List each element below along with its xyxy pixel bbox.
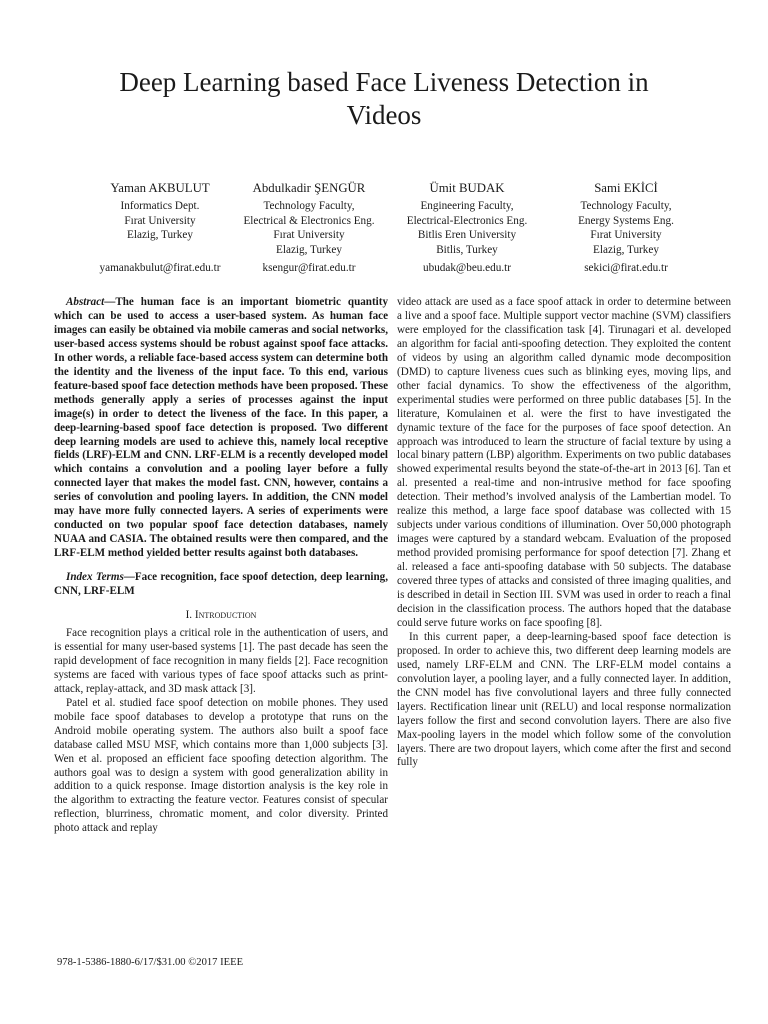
right-paragraph-1: video attack are used as a face spoof attack in order to determine between a live and a spoof face. Multiple support vector machine (SVM) classifiers were employed for the classification task [4]. Tirunagari et al. developed an algorithm for facial anti-spoofing detection. They exploited the content of videos by using an algorithm called dynamic mode decomposition (DMD) to capture liveness cues such as blinking eyes, moving lips, and other facial dynamics. To show the effectiveness of the algorithm, experimental studies were performed on three public databases [5]. In the literature, Komulainen et al. were the first to have investigated the dynamic texture of the face for the purposes of face spoof detection. An approach was introduced to learn the structure of facial texture by using a local binary pattern (LBP) algorithm. Experiments on two public databases showed experimental results beyond the state-of-the-art in 2013 [6]. Tan et al. presented a real-time and non-intrusive method for face spoofing detection. Their method’s involved analysis of the Lambertian model. To realize this method, a large face spoof database was collected with 15 subjects under various conditions of illumination. Over 50,000 photograph images were captured by a standard webcam. Evaluation of the proposed method provided promising performance for spoof detection [7]. Zhang et al. released a face anti-spoofing database with 50 subjects. The database covered three types of attacks and consisted of three imaging qualities, and is described in detail in Section III. SVM was used in order to reach a final decision in the classification process. The authors hoped that the database could serve future works on face spoofing [8].: [397, 296, 731, 629]
left-column: [54, 296, 388, 836]
author-affiliation-line: Fırat University: [124, 214, 196, 227]
index-terms: [54, 571, 388, 599]
author-name: Sami EKİCİ: [594, 181, 658, 195]
author-name: Ümit BUDAK: [429, 181, 505, 195]
author-affiliation-line: Electrical & Electronics Eng.: [243, 214, 375, 227]
abstract-text: —The human face is an important biometric quantity which can be used to access a user-based system. As human face images can easily be obtained via mobile cameras and social networks, user-based access systems should be robust against spoof face attacks. In other words, a reliable face-based access system can determine both the identity and the liveness of the input face. To this end, various feature-based spoof face detection methods have been proposed. These methods generally apply a series of processes against the input image(s) in order to detect the liveness of the face. In this paper, a deep-learning-based spoof face detection is proposed. Two different deep learning models are used to achieve this, namely local receptive fields (LRF)-ELM and CNN. LRF-ELM is a recently developed model which contains a convolution and a pooling layer before a fully connected layer that makes the model fast. CNN, however, contains a series of convolution and pooling layers. In addition, the CNN model may have more fully connected layers. A series of experiments were conducted on two popular spoof face detection databases, namely NUAA and CASIA. The obtained results were then compared, and the LRF-ELM method yielded better results against both databases.: [54, 296, 388, 560]
author-affiliation-line: Electrical-Electronics Eng.: [406, 214, 528, 227]
author-name: Yaman AKBULUT: [110, 181, 210, 195]
intro-paragraph-1: Face recognition plays a critical role in the authentication of users, and is essential for many user-based systems [1]. The past decade has seen the rapid development of face recognition in many fields [2]. Face recognition systems are faced with various types of face spoof attacks such as print-attack, replay-attack, and 3D mask attack [3].: [54, 626, 388, 695]
author-affiliation-line: Elazig, Turkey: [593, 243, 659, 256]
section-heading-introduction: I. Introduction: [185, 609, 257, 622]
right-paragraph-2: In this current paper, a deep-learning-based spoof face detection is proposed. In order to achieve this, two different deep learning models are used, namely LRF-ELM and CNN. The LRF-ELM model contains a convolution layer, a pooling layer, and a fully connected layer. In addition, the CNN model has five convolutional layers and three fully connected layers. Rectification linear unit (RELU) and local response normalization layers follow the first and second convolution layers. There are also five Max-pooling layers in the model which follow some of the convolution layers. There are two dropout layers, which come after the first and second fully: [397, 630, 731, 769]
title-line-1: Deep Learning based Face Liveness Detection in: [119, 67, 649, 97]
author-affiliation-line: Informatics Dept.: [120, 200, 200, 212]
author-email: ksengur@firat.edu.tr: [262, 262, 356, 274]
copyright-footer: 978-1-5386-1880-6/17/$31.00 ©2017 IEEE: [57, 957, 244, 968]
right-column: [397, 296, 731, 770]
author-affiliation-line: Technology Faculty,: [580, 200, 672, 212]
index-terms-lead: Index Terms: [66, 571, 124, 584]
intro-paragraph-2: Patel et al. studied face spoof detection on mobile phones. They used mobile face spoof databases to develop a prototype that runs on the Android mobile operating system. The authors also built a spoof face database called MSU MSF, which contains more than 1,000 subjects [3]. Wen et al. proposed an efficient face spoofing detection algorithm. The authors goal was to design a system with good generalization ability in addition to a quick response. Image distortion analysis is the key role in the algorithm to extracting the feature vector. Features consist of specular reflection, blurriness, chromatic moment, and color diversity. Printed photo attack and replay: [54, 696, 388, 835]
author-email: sekici@firat.edu.tr: [584, 262, 668, 274]
author-name: Abdulkadir ŞENGÜR: [252, 181, 366, 195]
paper-title: [40, 66, 728, 132]
author-affiliation-line: Bitlis Eren University: [417, 229, 517, 241]
author-affiliation-line: Bitlis, Turkey: [436, 243, 498, 256]
author-email: ubudak@beu.edu.tr: [423, 262, 511, 274]
abstract-lead: Abstract: [66, 296, 105, 308]
author-affiliation-line: Fırat University: [273, 229, 345, 241]
title-line-2: Videos: [346, 100, 422, 130]
author-4: [526, 180, 726, 276]
author-affiliation-line: Technology Faculty,: [263, 200, 355, 212]
abstract: [54, 296, 388, 561]
author-email: yamanakbulut@firat.edu.tr: [99, 262, 221, 274]
author-affiliation-line: Engineering Faculty,: [420, 200, 514, 212]
author-affiliation-line: Elazig, Turkey: [127, 229, 193, 241]
author-affiliation-line: Energy Systems Eng.: [578, 214, 674, 227]
index-terms-text: —Face recognition, face spoof detection, deep learning, CNN, LRF-ELM: [54, 571, 388, 598]
author-affiliation-line: Fırat University: [590, 229, 662, 241]
author-affiliation-line: Elazig, Turkey: [276, 243, 342, 256]
